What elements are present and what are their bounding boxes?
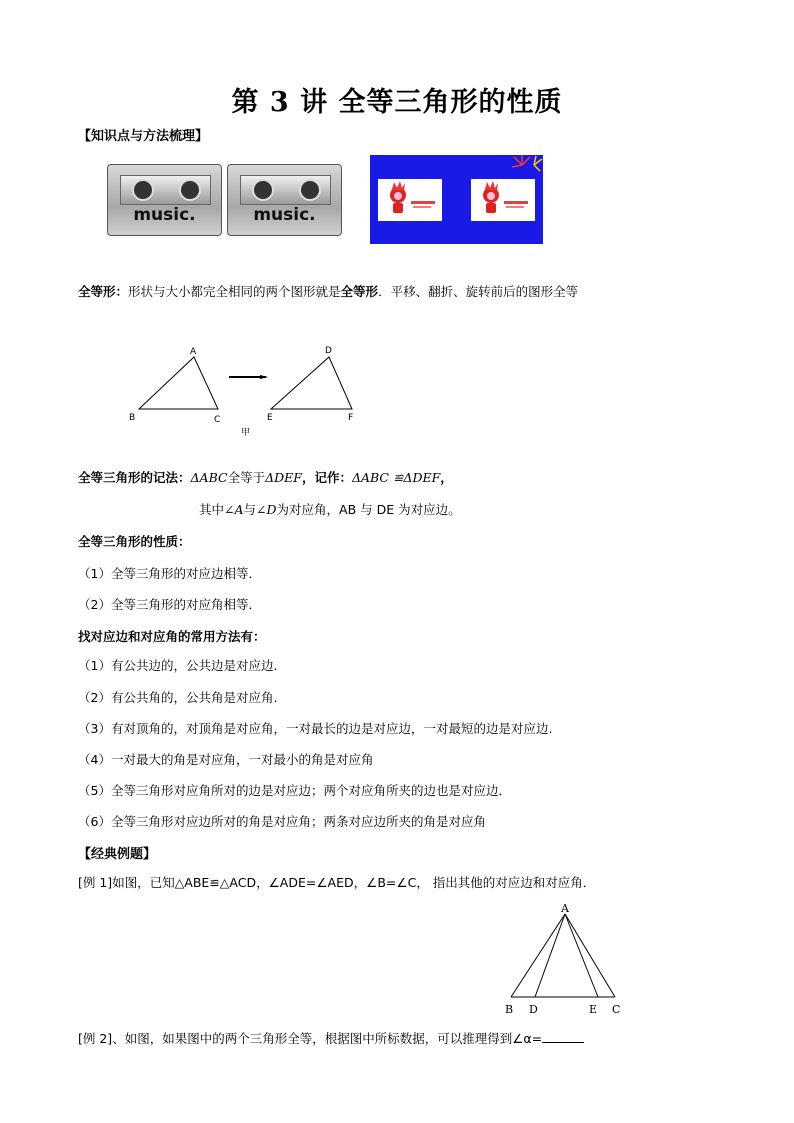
label-a: A [190,347,197,357]
answer-blank[interactable] [542,1030,584,1043]
page-title: 第 3 讲 全等三角形的性质 [231,87,563,118]
example-2-text: 、如图，如果图中的两个三角形全等，根据图中所标数据，可以推理得到∠α= [112,1031,543,1046]
label-c: C [214,415,221,425]
firework-icon [510,155,543,175]
mascot-card-left [378,179,442,221]
figure-caption: 甲 [241,428,251,438]
section-heading-examples: 【经典例题】 [78,847,157,862]
term-congruent-shape: 全等形 [78,284,116,299]
method-item: （4）一对最大的角是对应角，一对最小的角是对应角 [78,752,374,767]
method-item: （3）有对顶角的，对顶角是对应角，一对最长的边是对应边，一对最短的边是对应边. [78,721,553,736]
label-b: B [505,1003,514,1016]
definition-text: 形状与大小都完全相同的两个图形就是 [128,284,341,299]
label-f: F [348,413,354,423]
section-heading-knowledge: 【知识点与方法梳理】 [78,129,209,144]
label-e: E [589,1003,598,1016]
label-b: B [129,413,136,423]
property-item: （1）全等三角形的对应边相等． [78,566,261,581]
cassette-label: music. [253,205,316,225]
method-item: （5）全等三角形对应角所对的边是对应边；两个对应角所夹的边也是对应边． [78,783,511,798]
example-2-tag: [例 2] [78,1031,113,1046]
properties-heading: 全等三角形的性质： [78,534,191,549]
label-d: D [325,346,332,356]
notation-text-record: ，记作： [301,470,352,485]
triangle-abc-symbol: ΔABC [190,470,228,485]
example-1-text: 如图，已知△ABE≌△ACD，∠ADE=∠AED，∠B=∠C， 指出其他的对应边和对应角． [112,875,596,890]
notation-label: 全等三角形的记法： [78,470,191,485]
text-and: 与 [243,502,257,517]
label-e: E [267,413,273,423]
colon: ： [115,284,129,299]
text-correspondence: 为对应角，AB 与 DE 为对应边。 [276,502,461,517]
congruence-statement: ΔABC ≌ΔDEF [351,470,441,485]
example-2 [78,1029,584,1047]
methods-heading: 找对应边和对应角的常用方法有： [78,629,266,644]
example-1 [78,873,595,891]
term-congruent-shape-2: 全等形 [340,284,379,299]
cassette-image-1 [107,164,222,236]
notation-text-congruent: 全等于 [227,470,266,485]
cassette-image-2 [227,164,342,236]
label-c: C [612,1003,621,1016]
angle-a: ∠A [224,502,244,517]
triangle-def-symbol: ΔDEF [265,470,302,485]
method-item: （1）有公共边的，公共边是对应边. [78,658,278,673]
label-a: A [561,902,569,915]
figure-example-1 [495,900,635,1020]
figure-translated-triangles [120,340,380,440]
triangle-abc [139,357,218,409]
mascot-image [370,155,543,244]
triangle-def [271,357,352,409]
method-item: （6）全等三角形对应边所对的角是对应角；两条对应边所夹的角是对应角 [78,814,486,829]
notation-comma: ， [440,470,453,485]
property-item: （2）全等三角形的对应角相等． [78,597,261,612]
mascot-card-right [471,179,535,221]
notation-line [78,468,453,486]
congruent-definition [78,282,578,300]
definition-text-2: ．平移、翻折、旋转前后的图形全等 [378,284,579,299]
cassette-label: music. [133,205,196,225]
angle-d: ∠D [256,502,277,517]
method-item: （2）有公共角的，公共角是对应角. [78,690,278,705]
text-where: 其中 [199,502,225,517]
label-d: D [529,1003,538,1016]
example-1-tag: [例 1] [78,875,113,890]
notation-correspondence [199,500,461,518]
